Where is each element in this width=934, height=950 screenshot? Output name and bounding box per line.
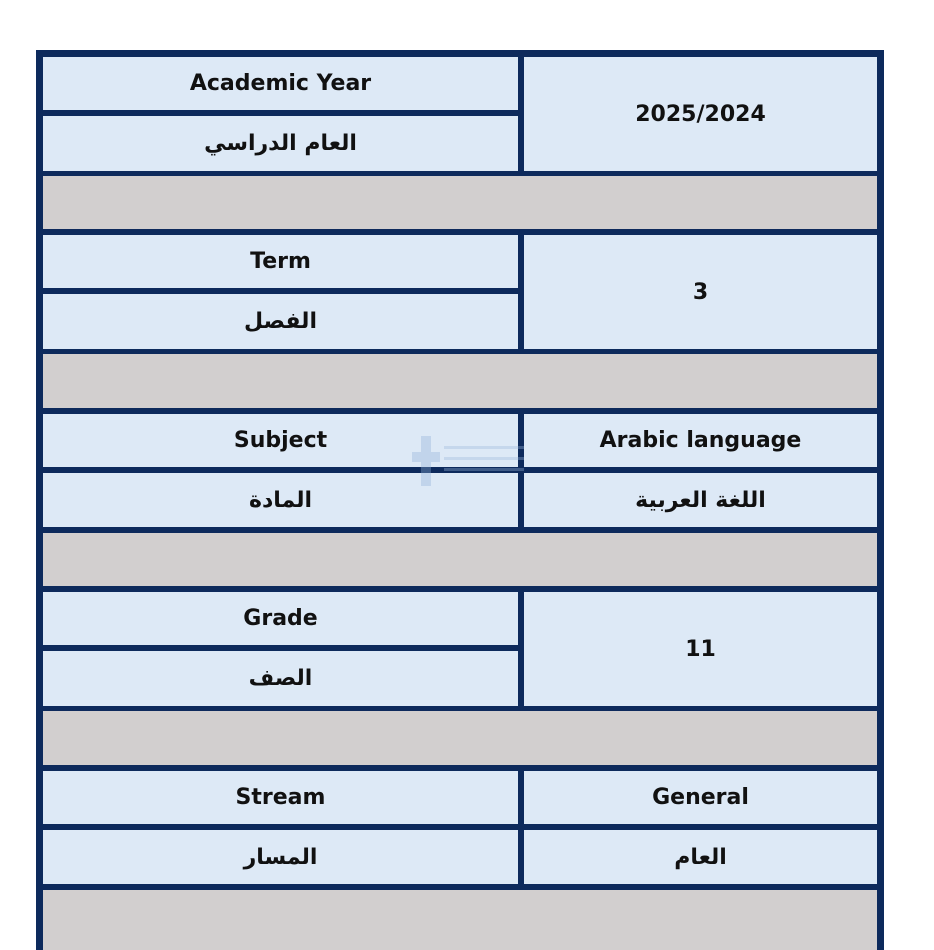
stream-label-ar: المسار <box>43 830 518 884</box>
academic-year-label-ar: العام الدراسي <box>43 116 518 171</box>
grade-label-en: Grade <box>43 592 518 645</box>
separator-row <box>43 354 877 408</box>
grade-label-ar: الصف <box>43 651 518 706</box>
term-value: 3 <box>524 235 877 349</box>
subject-label-en: Subject <box>43 414 518 467</box>
term-label-en: Term <box>43 235 518 288</box>
academic-year-label-en: Academic Year <box>43 57 518 110</box>
academic-year-value: 2025/2024 <box>524 57 877 171</box>
term-label-ar: الفصل <box>43 294 518 349</box>
stream-value-ar: العام <box>524 830 877 884</box>
stream-value-en: General <box>524 771 877 824</box>
stream-label-en: Stream <box>43 771 518 824</box>
separator-row <box>43 176 877 229</box>
separator-row <box>43 890 877 950</box>
separator-row <box>43 533 877 586</box>
subject-value-en: Arabic language <box>524 414 877 467</box>
separator-row <box>43 711 877 765</box>
grade-value: 11 <box>524 592 877 706</box>
info-table <box>36 50 884 950</box>
subject-label-ar: المادة <box>43 473 518 527</box>
subject-value-ar: اللغة العربية <box>524 473 877 527</box>
